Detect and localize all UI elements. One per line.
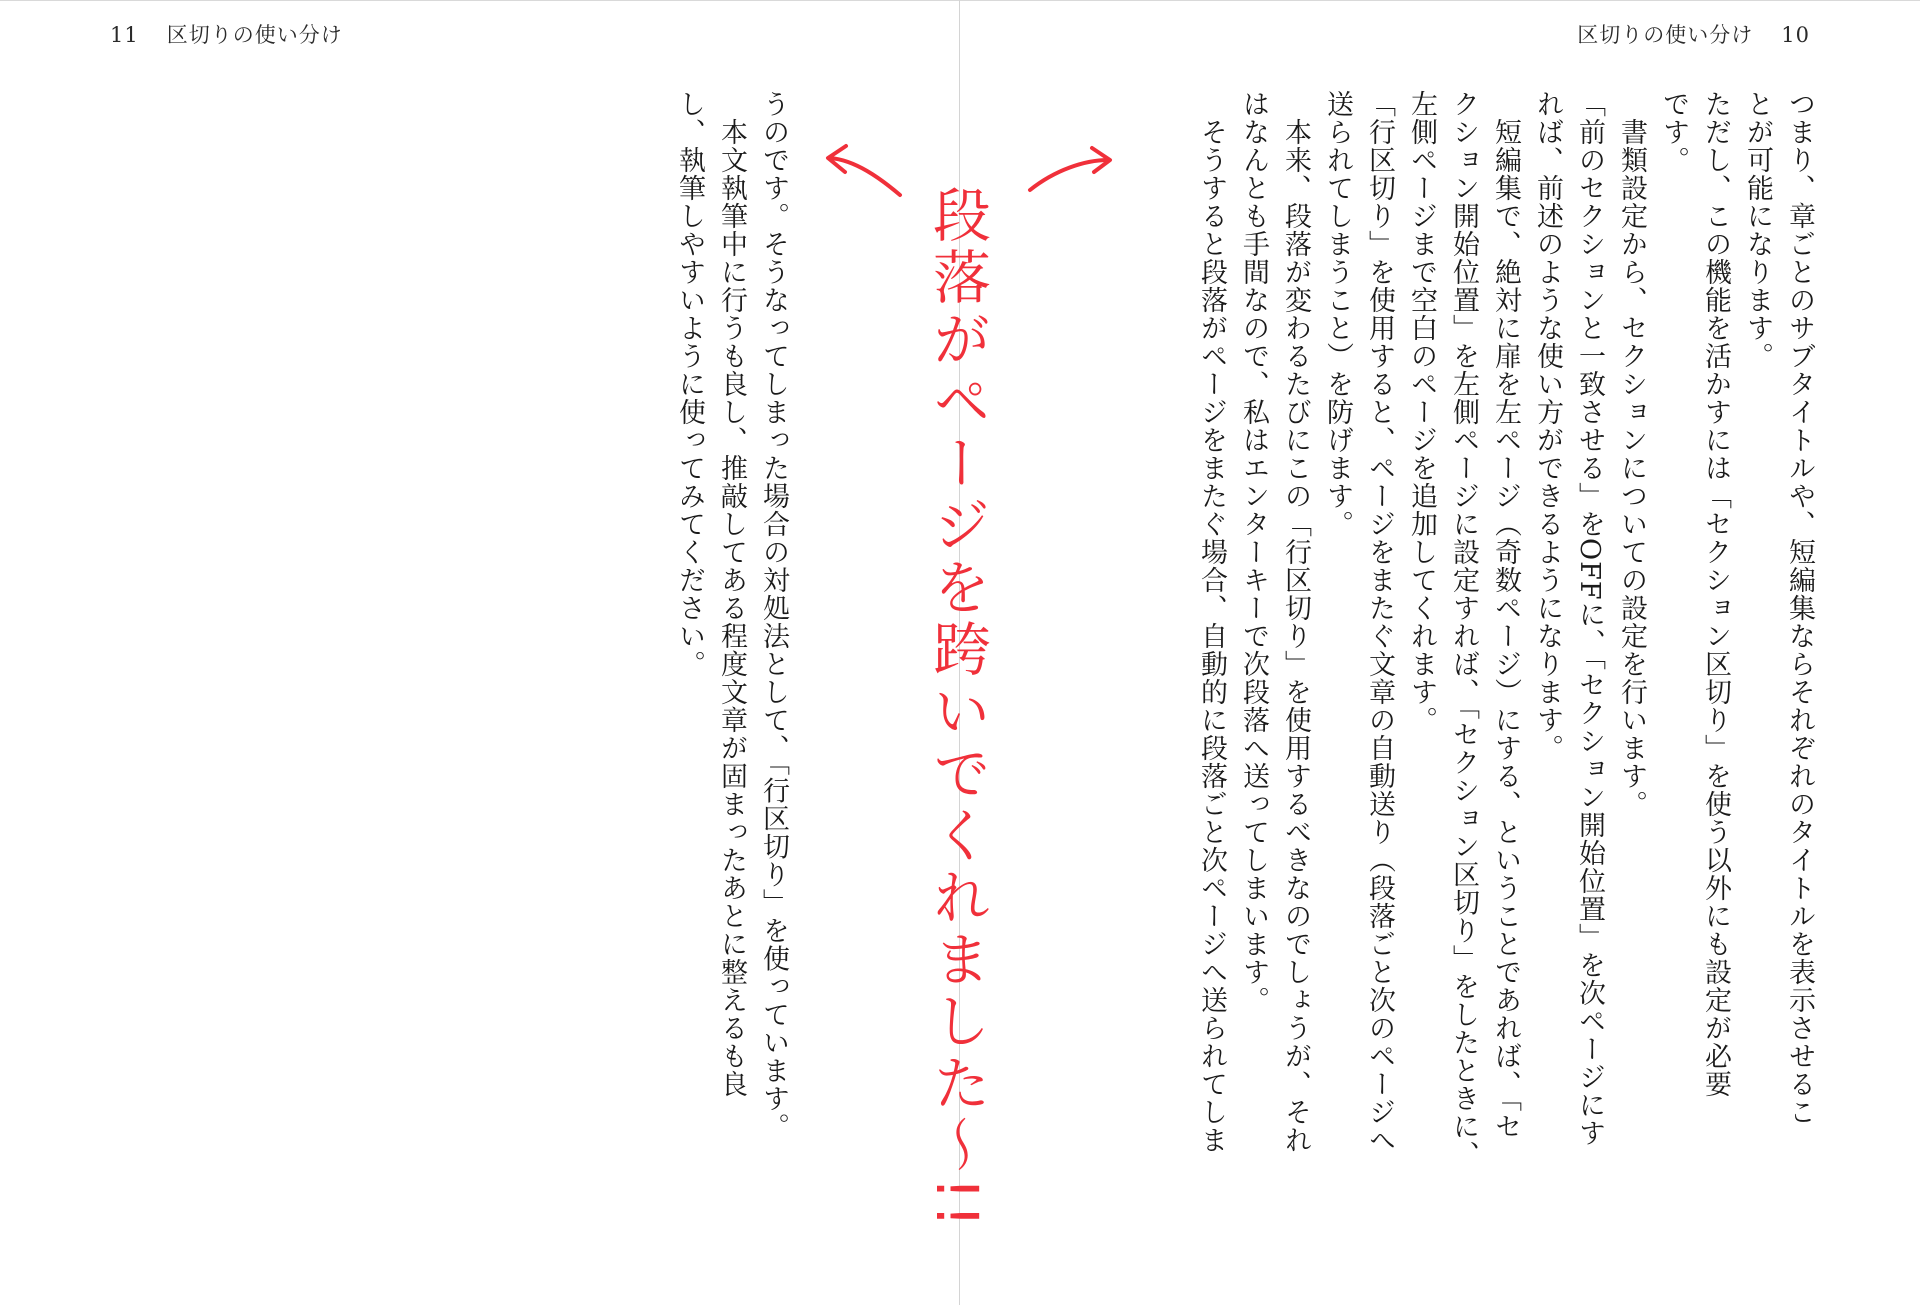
body-line: 本来、段落が変わるたびにこの「行区切り」を使用するべきなのでしょうが、それ — [1280, 90, 1311, 1154]
right-running-title: 区切りの使い分け — [1577, 23, 1754, 47]
left-body-text — [668, 90, 794, 1210]
left-page-number: 11 — [110, 23, 139, 47]
left-running-title: 区切りの使い分け — [166, 23, 343, 47]
body-line: 本文執筆中に行うも良し、推敲してある程度文章が固まったあとに整えるも良 — [716, 90, 747, 1098]
right-page-number: 10 — [1781, 23, 1810, 47]
body-line: とが可能になります。 — [1742, 90, 1773, 370]
right-running-head — [1577, 20, 1810, 50]
right-body-text — [1190, 90, 1820, 1210]
body-line: 送られてしまうこと）を防げます。 — [1322, 90, 1353, 538]
body-line: 書類設定から、セクションについての設定を行います。 — [1616, 90, 1647, 818]
body-line: れば、前述のような使い方ができるようになります。 — [1532, 90, 1563, 762]
handwritten-annotation: 段落がページを跨いでくれました〜!! — [923, 185, 991, 1232]
body-line: ただし、この機能を活かすには「セクション区切り」を使う以外にも設定が必要 — [1700, 90, 1731, 1098]
body-line: です。 — [1658, 90, 1689, 174]
left-running-head — [110, 20, 343, 50]
body-line: 左側ページまで空白のページを追加してくれます。 — [1406, 90, 1437, 734]
right-page — [960, 0, 1920, 1305]
left-page — [0, 0, 959, 1305]
body-line: はなんとも手間なので、私はエンターキーで次段落へ送ってしまいます。 — [1238, 90, 1269, 1014]
body-line: うのです。そうなってしまった場合の対処法として、「行区切り」を使っています。 — [758, 90, 789, 1141]
body-line: そうすると段落がページをまたぐ場合、自動的に段落ごと次ページへ送られてしま — [1196, 90, 1227, 1154]
body-line: つまり、章ごとのサブタイトルや、短編集ならそれぞれのタイトルを表示させるこ — [1784, 90, 1815, 1126]
body-line: し、執筆しやすいように使ってみてください。 — [674, 90, 705, 678]
body-line: 短編集で、絶対に扉を左ページ（奇数ページ）にする、ということであれば、「セ — [1490, 90, 1521, 1141]
body-line: 「前のセクションと一致させる」をOFFに、「セクション開始位置」を次ページにす — [1574, 90, 1605, 1148]
body-line: 「行区切り」を使用すると、ページをまたぐ文章の自動送り（段落ごと次のページへ — [1364, 90, 1395, 1154]
body-line: クション開始位置」を左側ページに設定すれば、「セクション区切り」をしたときに、 — [1448, 90, 1479, 1169]
